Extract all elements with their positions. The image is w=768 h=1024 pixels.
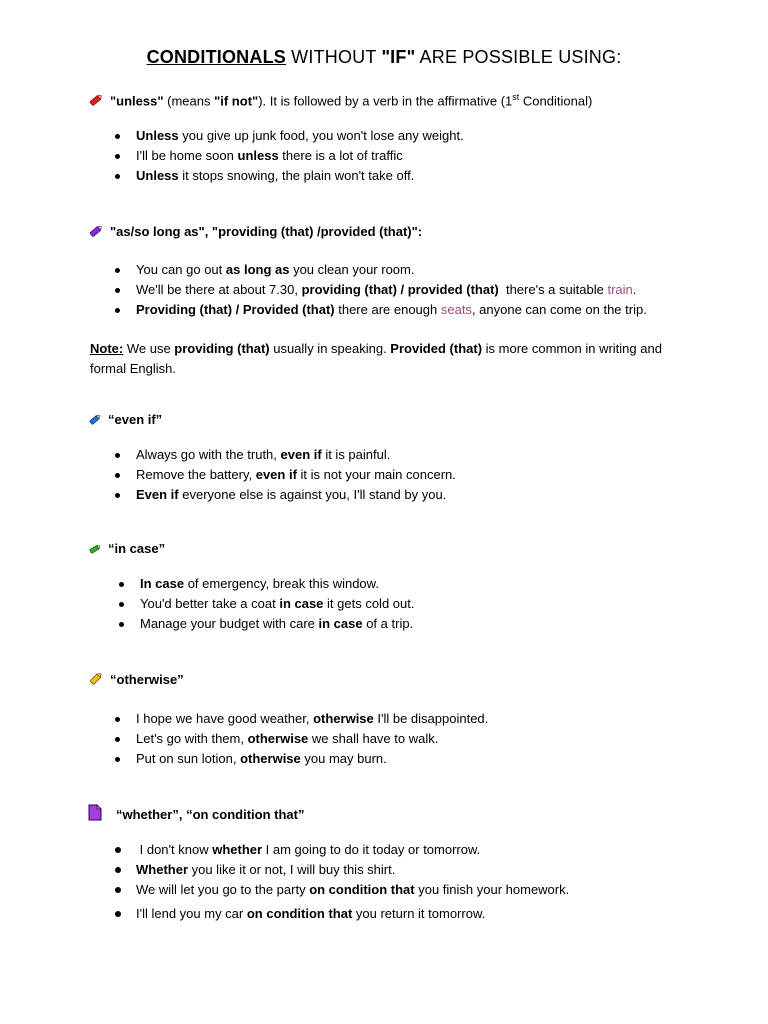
- list-item: [113, 280, 647, 300]
- list-item: [117, 614, 414, 634]
- sentence-text: there is a lot of traffic: [278, 147, 403, 163]
- list-item: [113, 465, 456, 485]
- red-pencil-icon: [88, 93, 104, 112]
- heading-text: “even if”: [108, 412, 163, 427]
- note-text: is more common in writing and formal English.: [90, 341, 662, 376]
- sentence-text: there's a suitable: [498, 281, 608, 297]
- note-label: Note:: [90, 341, 124, 356]
- keyword: on condition that: [309, 881, 415, 897]
- sentence-text: you return it tomorrow.: [352, 906, 486, 922]
- sentence-text: We will let you go to the party: [136, 881, 310, 897]
- list-item: [113, 166, 464, 186]
- sentence-text: it is not your main concern.: [296, 466, 456, 482]
- title-conditionals: CONDITIONALS: [146, 47, 286, 67]
- title-part: ARE POSSIBLE USING:: [415, 47, 622, 67]
- sentence-text: there are enough: [334, 301, 441, 317]
- keyword: Unless: [136, 128, 179, 143]
- sentence-text: Always go with the truth,: [136, 447, 281, 462]
- keyword: otherwise: [240, 750, 301, 766]
- keyword: Whether: [136, 861, 188, 877]
- unless-example-list: [113, 126, 464, 185]
- list-item: [113, 146, 464, 166]
- sentence-text: everyone else is against you, I'll stand by you.: [178, 486, 447, 502]
- list-item: [113, 880, 569, 900]
- sentence-text: it stops snowing, the plain won't take off.: [178, 167, 415, 183]
- sentence-text: you like it or not, I will buy this shirt.: [188, 861, 396, 877]
- note-text: usually in speaking.: [269, 341, 391, 356]
- list-item: [113, 260, 647, 280]
- sentence-text: you finish your homework.: [414, 881, 570, 897]
- list-item: [117, 574, 414, 594]
- sentence-text: you may burn.: [300, 750, 387, 766]
- sentence-text: You'd better take a coat: [140, 595, 280, 611]
- otherwise-example-list: [113, 709, 488, 768]
- keyword: Provided (that): [390, 341, 483, 356]
- keyword: as long as: [225, 262, 290, 277]
- list-item: [113, 445, 456, 465]
- blue-pencil-icon: [88, 413, 102, 431]
- sentence-text: I am going to do it today or tomorrow.: [262, 842, 481, 857]
- list-item: [113, 840, 569, 860]
- heading-text: Conditional): [519, 93, 593, 109]
- list-item: [113, 709, 488, 729]
- sentence-text: it is painful.: [321, 447, 391, 462]
- sentence-text: You can go out: [136, 262, 226, 277]
- train-link[interactable]: train: [607, 281, 633, 297]
- sentence-text: I'll lend you my car: [136, 906, 247, 922]
- title-part: WITHOUT: [285, 47, 382, 67]
- keyword: otherwise: [313, 711, 374, 726]
- sentence-text: We'll be there at about 7.30,: [136, 281, 302, 297]
- section-heading-in-case: [88, 540, 165, 560]
- sentence-text: I hope we have good weather,: [136, 711, 314, 726]
- keyword: In case: [140, 576, 185, 591]
- sentence-text: I'll be disappointed.: [373, 711, 489, 726]
- sentence-text: I don't know: [136, 842, 213, 857]
- even-if-example-list: [113, 445, 456, 504]
- superscript: st: [512, 92, 520, 102]
- keyword: whether: [212, 842, 263, 857]
- section-heading-as-long-as: [88, 223, 422, 243]
- list-item: [113, 300, 647, 320]
- unless-keyword: "unless": [110, 93, 164, 109]
- keyword: providing (that) / provided (that): [301, 281, 499, 297]
- sentence-text: you clean your room.: [289, 262, 415, 277]
- sentence-text: Manage your budget with care: [140, 615, 319, 631]
- section-heading-unless: [88, 88, 592, 112]
- keyword: otherwise: [247, 730, 309, 746]
- keyword: Even if: [136, 486, 179, 502]
- heading-text: (means: [163, 93, 215, 109]
- keyword: in case: [318, 615, 363, 631]
- sentence-text: it gets cold out.: [323, 595, 415, 611]
- list-item: [113, 485, 456, 505]
- sentence-text: I'll be home soon: [136, 147, 238, 163]
- list-item: [113, 126, 464, 146]
- green-pencil-icon: [88, 542, 102, 560]
- sentence-text: , anyone can come on the trip.: [471, 301, 647, 317]
- keyword: providing (that): [174, 341, 270, 356]
- section-heading-even-if: [88, 411, 162, 431]
- heading-text: ). It is followed by a verb in the affirmative (1: [258, 93, 513, 109]
- page-title: [0, 47, 768, 68]
- keyword: on condition that: [246, 906, 353, 922]
- list-item: [117, 594, 414, 614]
- keyword: Unless: [136, 167, 179, 183]
- yellow-pencil-icon: [88, 671, 104, 691]
- whether-example-list: [113, 840, 569, 924]
- list-item: [113, 749, 488, 769]
- keyword: in case: [279, 595, 324, 611]
- keyword: unless: [237, 147, 279, 163]
- keyword: even if: [280, 447, 322, 462]
- heading-text: “in case”: [108, 541, 166, 556]
- sentence-text: we shall have to walk.: [308, 730, 439, 746]
- title-if: "IF": [381, 47, 416, 67]
- as-long-as-example-list: [113, 260, 647, 319]
- heading-text: "as/so long as", "providing (that) /provided (that)":: [110, 224, 423, 239]
- note-paragraph: [90, 339, 700, 379]
- list-item: [113, 729, 488, 749]
- keyword: Providing (that) / Provided (that): [136, 301, 335, 317]
- in-case-example-list: [117, 574, 414, 633]
- heading-text: “otherwise”: [110, 672, 184, 687]
- sentence-text: .: [632, 281, 637, 297]
- list-item: [113, 904, 569, 924]
- sentence-text: Remove the battery,: [136, 466, 256, 482]
- heading-text: “whether”, “on condition that”: [116, 807, 305, 822]
- keyword: even if: [255, 466, 297, 482]
- sentence-text: you give up junk food, you won't lose any weight.: [178, 128, 464, 143]
- if-not-keyword: "if not": [214, 93, 259, 109]
- section-heading-whether: [88, 804, 305, 826]
- sentence-text: of a trip.: [362, 615, 414, 631]
- section-heading-otherwise: [88, 671, 184, 691]
- seats-link[interactable]: seats: [440, 301, 472, 317]
- purple-document-icon: [88, 804, 102, 826]
- sentence-text: Let's go with them,: [136, 730, 248, 746]
- list-item: [113, 860, 569, 880]
- purple-pencil-icon: [88, 224, 104, 243]
- sentence-text: Put on sun lotion,: [136, 750, 241, 766]
- sentence-text: of emergency, break this window.: [184, 576, 379, 591]
- note-text: We use: [123, 341, 175, 356]
